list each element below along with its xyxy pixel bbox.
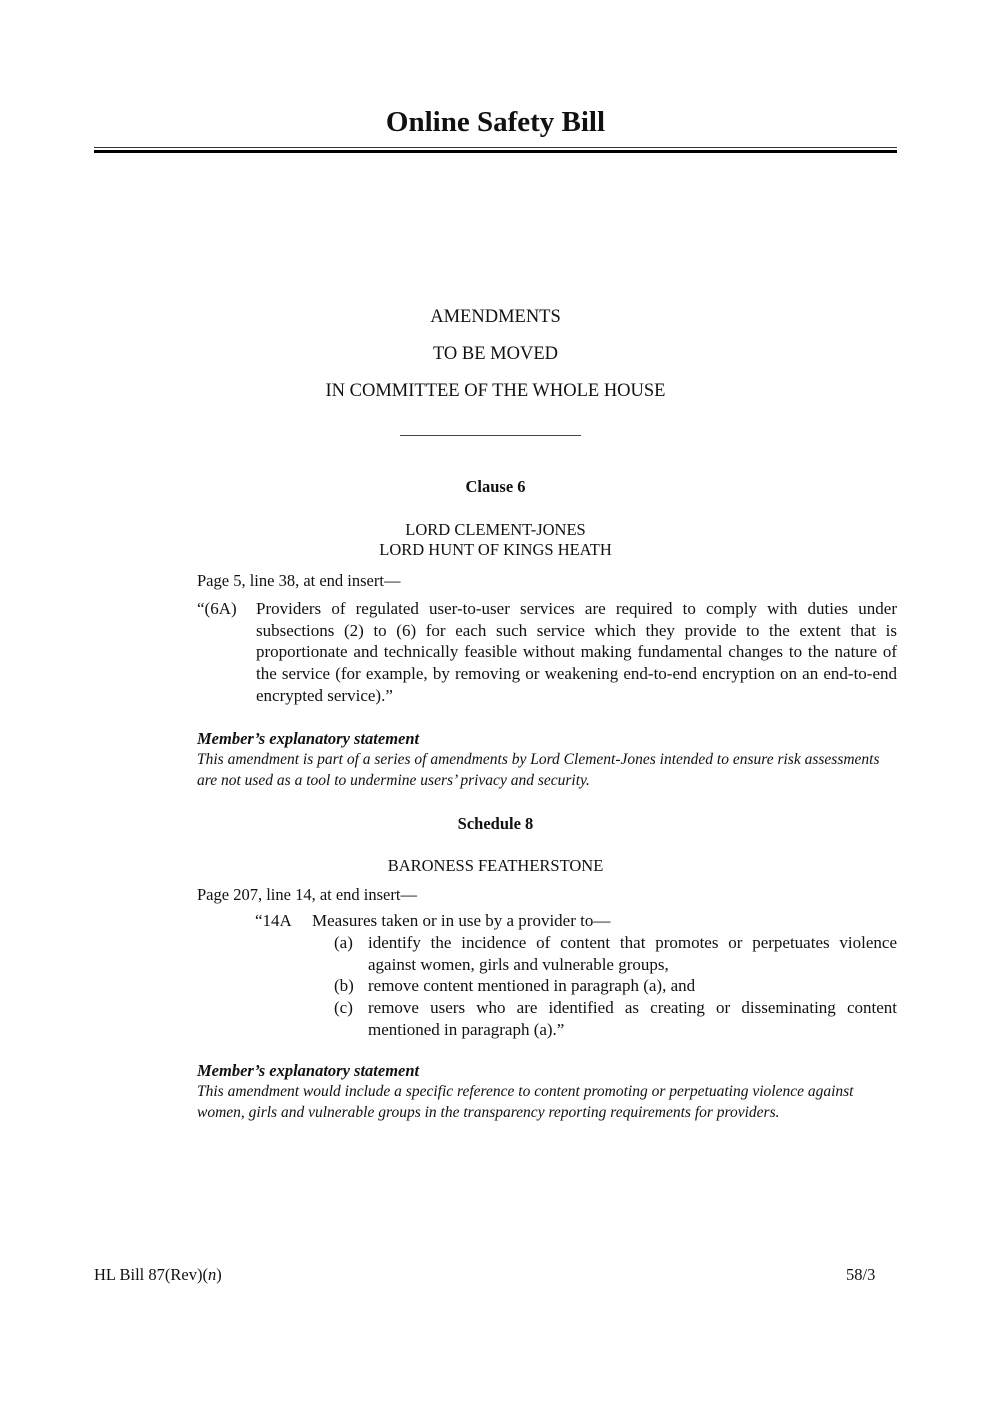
heading-amendments: AMENDMENTS: [430, 307, 561, 327]
heading-to-be-moved: TO BE MOVED: [432, 344, 559, 364]
explanatory-statement-text: This amendment is part of a series of amendments by Lord Clement-Jones intended to ensure risk assessments are not used as a tool to undermine users’ privacy and security.: [197, 751, 880, 789]
heading-committee: IN COMMITTEE OF THE WHOLE HOUSE: [325, 381, 666, 401]
document-title: Online Safety Bill: [385, 106, 606, 138]
section-title-schedule-8: Schedule 8: [457, 814, 534, 833]
item-text-b: remove content mentioned in paragraph (a), and: [368, 976, 696, 995]
insert-label: “(6A): [197, 599, 237, 618]
item-label-b: (b): [334, 976, 354, 995]
page-reference: 58/3: [846, 1265, 876, 1284]
member-name: LORD HUNT OF KINGS HEATH: [379, 540, 612, 559]
item-label-c: (c): [334, 998, 353, 1017]
member-name: LORD CLEMENT-JONES: [405, 520, 586, 539]
item-text-c: remove users who are identified as creating or disseminating content mentioned in paragraph (a).”: [368, 998, 897, 1039]
bill-ref-italic: n: [207, 1265, 217, 1284]
item-label-a: (a): [334, 933, 353, 952]
bill-ref-suffix: ): [216, 1265, 222, 1284]
section-title-clause-6: Clause 6: [465, 477, 526, 496]
item-text-a: identify the incidence of content that promotes or perpetuates violence against women, girls and vulnerable groups,: [368, 933, 897, 974]
insert-label: “14A: [255, 911, 292, 930]
title-rule-thick: [94, 150, 897, 153]
explanatory-statement-text: This amendment would include a specific reference to content promoting or perpetuating violence against women, girls and vulnerable groups in the transparency reporting requirements for providers.: [197, 1083, 854, 1121]
amendment-location: Page 5, line 38, at end insert—: [197, 571, 401, 590]
amendment-location: Page 207, line 14, at end insert—: [197, 885, 417, 904]
insert-text: Providers of regulated user-to-user services are required to comply with duties under subsections (2) to (6) for each such service which they provide to the extent that is proportionate and technically feasible without making fundamental changes to the nature of the service (for example, by removing or weakening end-to-end encryption on an end-to-end encrypted service).”: [256, 599, 897, 705]
bill-reference: [94, 1265, 222, 1285]
explanatory-statement-title: Member’s explanatory statement: [197, 729, 420, 748]
insert-text: Measures taken or in use by a provider to—: [312, 911, 611, 930]
member-name: BARONESS FEATHERSTONE: [387, 856, 604, 875]
heading-divider: [400, 435, 581, 436]
explanatory-statement-title: Member’s explanatory statement: [197, 1061, 420, 1080]
bill-ref-prefix: HL Bill 87(Rev)(: [94, 1265, 208, 1284]
title-rule-thin: [94, 147, 897, 148]
